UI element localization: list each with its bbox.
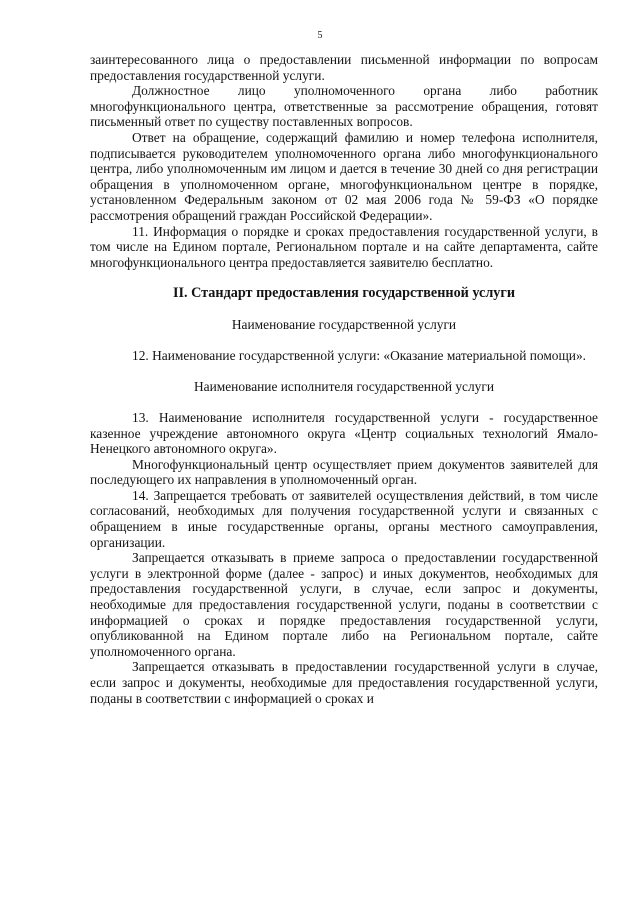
subheading-service-name: Наименование государственной услуги [231, 317, 457, 333]
page-number: 5 [317, 30, 323, 41]
document-body [90, 52, 598, 706]
paragraph-no-refusal-request: Запрещается отказывать в приеме запроса о предоставлении государственной услуги в электронной форме (далее - запрос) и иных документов, необходимых для предоставления государственной услуги, в случае, если запрос и документы, необходимые для предоставления государственной услуги, поданы в соответствии с информацией о сроках и порядке предоставления государственной услуги, опубликованной на Едином портале либо на Региональном портале, сайте уполномоченного органа. [90, 550, 598, 659]
paragraph-11: 11. Информация о порядке и сроках предоставления государственной услуги, в том числе на Едином портале, Региональном портале и на сайте департамента, сайте многофункционального центра предоставляется заявителю бесплатно. [90, 223, 598, 270]
paragraph-response-signing: Ответ на обращение, содержащий фамилию и номер телефона исполнителя, подписывается руководителем уполномоченного органа либо многофункционального центра, либо уполномоченным им лицом и дается в течение 30 дней со дня регистрации обращения в уполномоченном органе, многофункциональном центре в порядке, установленном Федеральным законом от 02 мая 2006 года № 59-ФЗ «О порядке рассмотрения обращений граждан Российской Федерации». [90, 129, 598, 223]
paragraph-official-response: Должностное лицо уполномоченного органа либо работник многофункционального центра, ответственные за рассмотрение обращения, готовят письменный ответ по существу поставленных вопросов. [90, 83, 598, 130]
paragraph-13: 13. Наименование исполнителя государственной услуги - государственное казенное учреждение автономного округа «Центр социальных технологий Ямало-Ненецкого автономного округа». [90, 409, 598, 457]
paragraph-14: 14. Запрещается требовать от заявителей осуществления действий, в том числе согласований, необходимых для получения государственной услуги и связанных с обращением в иные государственные органы, органы местного самоуправления, организации. [90, 487, 598, 550]
section-title: II. Стандарт предоставления государственной услуги [172, 285, 516, 302]
paragraph-mfc: Многофункциональный центр осуществляет прием документов заявителей для последующего их направления в уполномоченный орган. [90, 456, 598, 488]
paragraph-continuation: заинтересованного лица о предоставлении письменной информации по вопросам предоставления государственной услуги. [90, 52, 598, 83]
paragraph-no-refusal-service: Запрещается отказывать в предоставлении государственной услуги в случае, если запрос и документы, необходимые для предоставления государственной услуги, поданы в соответствии с информацией о сроках и [90, 659, 598, 706]
paragraph-12: 12. Наименование государственной услуги: «Оказание материальной помощи». [132, 348, 587, 364]
subheading-service-executor: Наименование исполнителя государственной услуги [193, 378, 495, 394]
